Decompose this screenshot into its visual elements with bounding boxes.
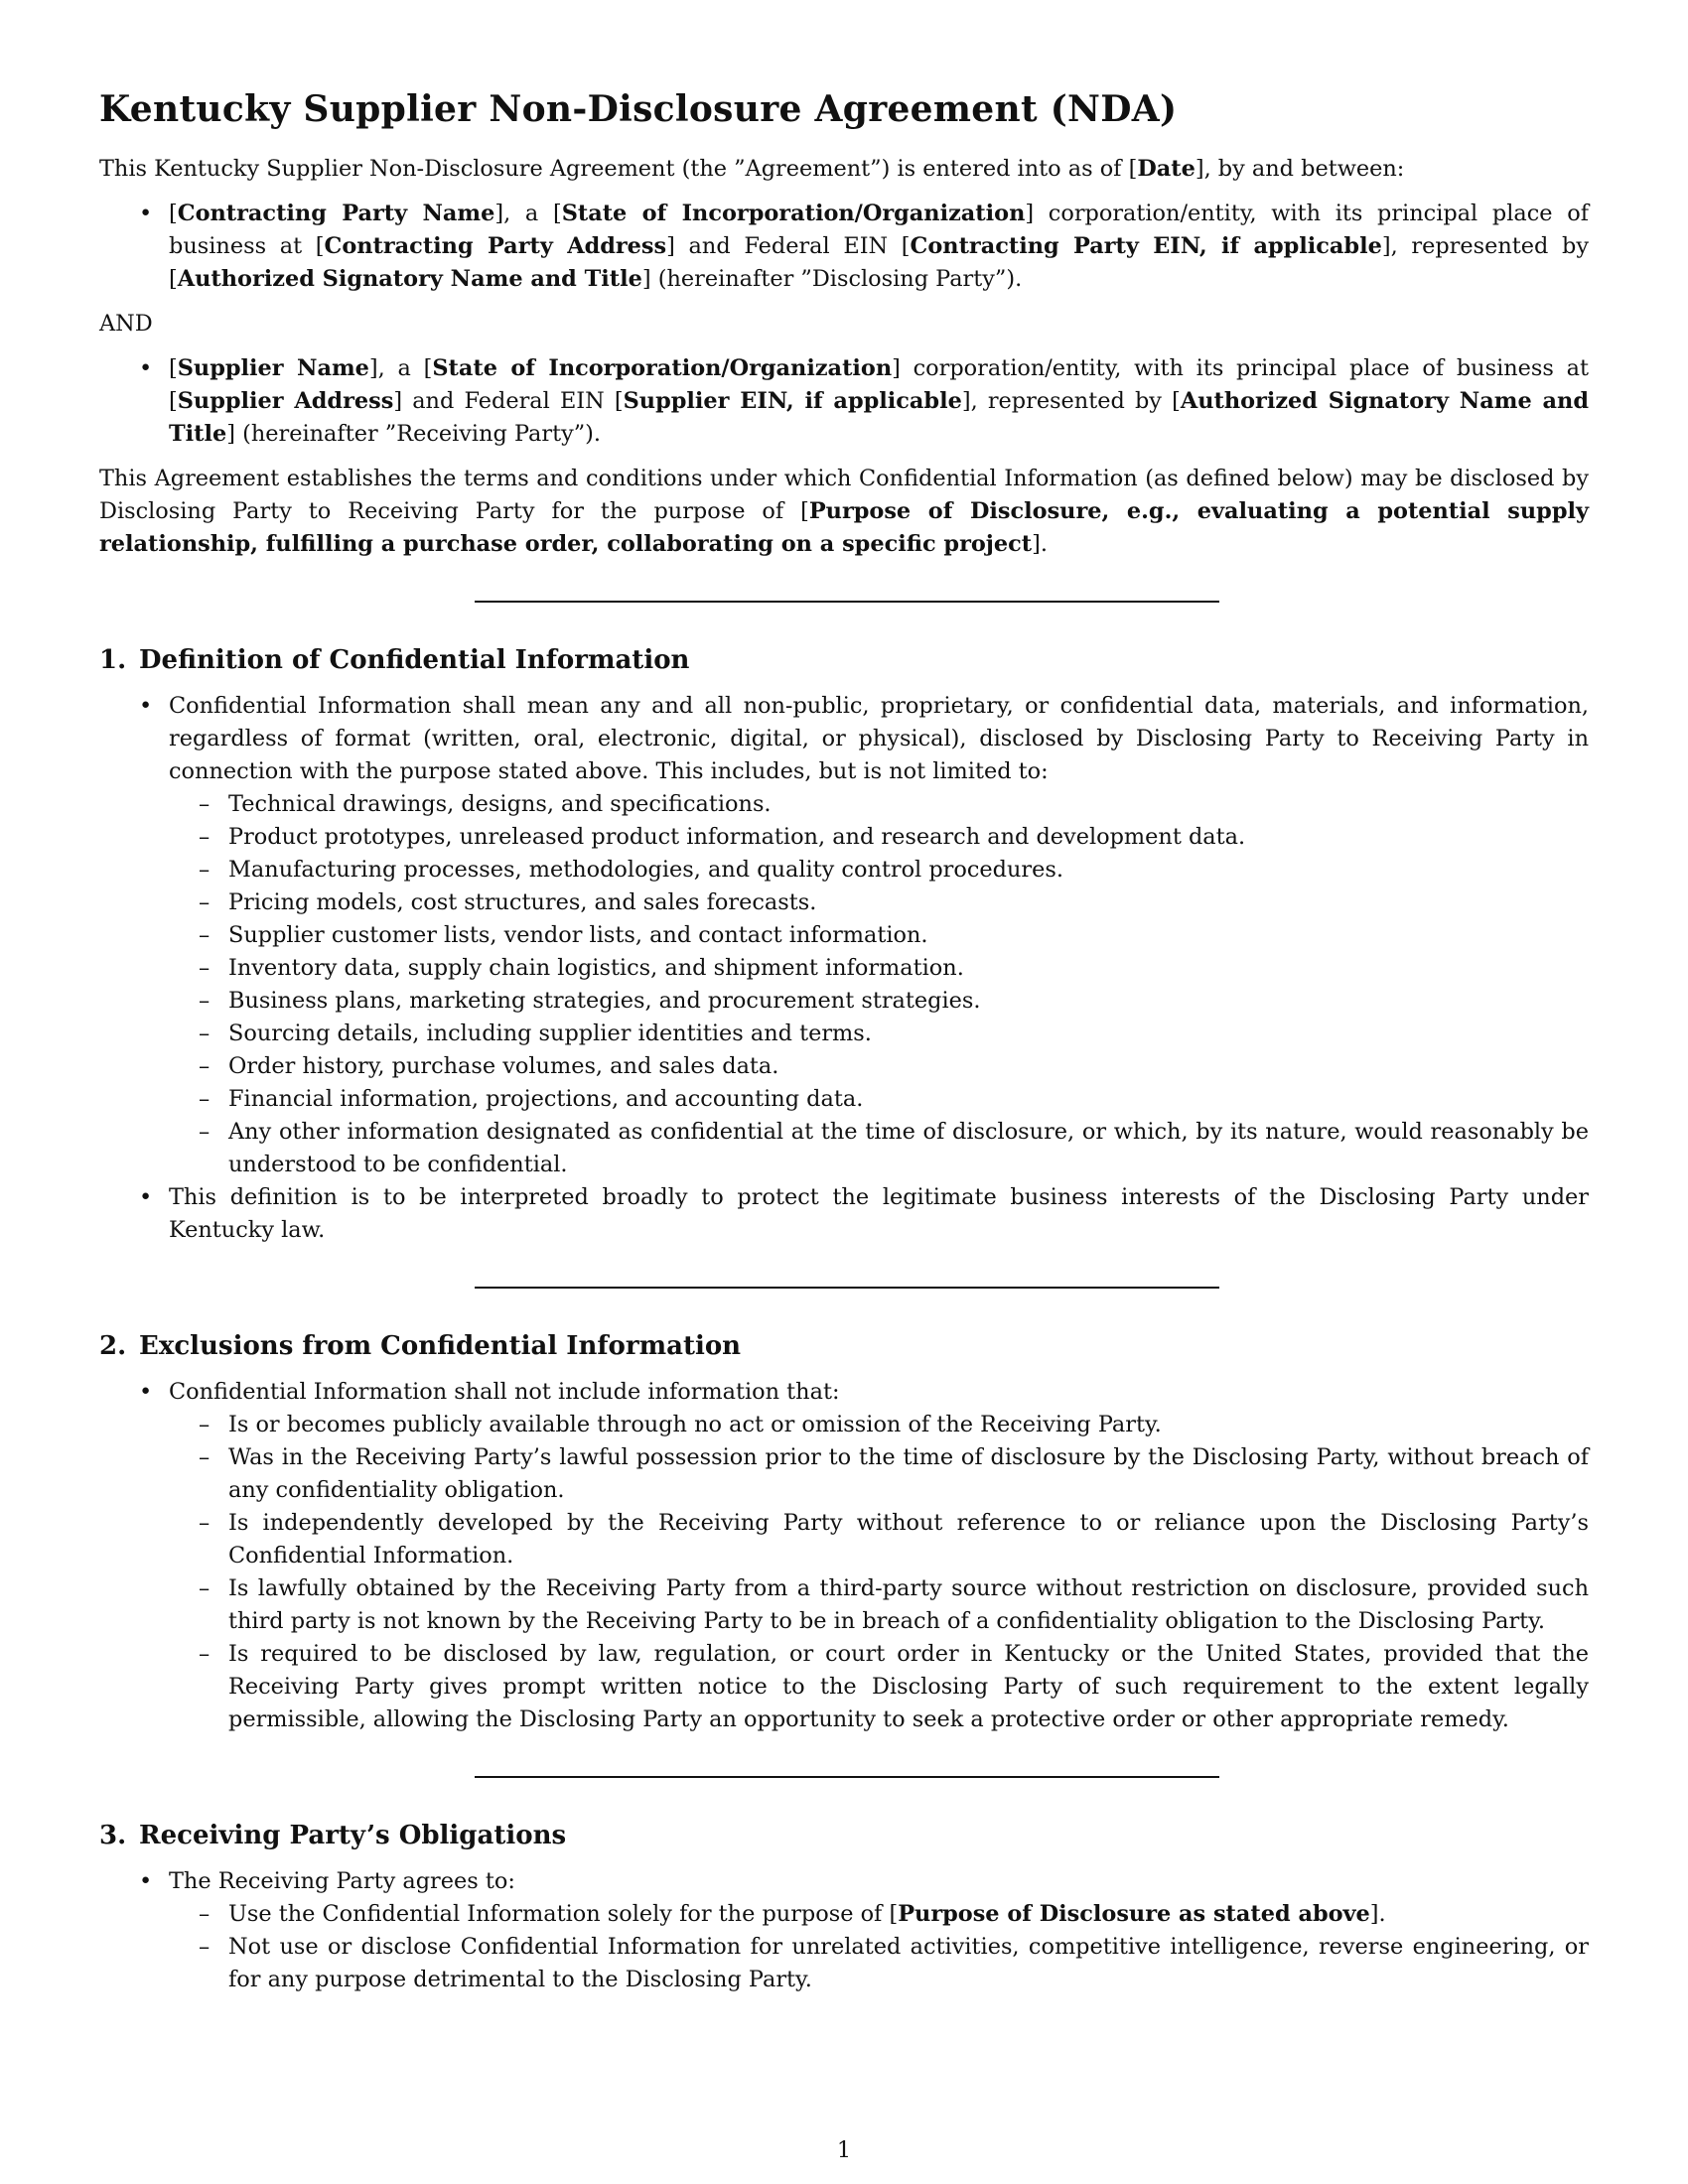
- list-item: – Is required to be disclosed by law, regulation, or court order in Kentucky or the United States, provided that the Receiving Party gives prompt written notice to the Disclosing Party of such requirement to the extent legally permissible, allowing the Disclosing Party an opportunity to seek a protective order or other appropriate remedy.: [228, 1638, 1589, 1736]
- purpose-placeholder: Purpose of Disclosure, e.g., evaluating a potential supply relationship, fulfilling a purchase order, collaborating on a specific project: [99, 498, 1589, 557]
- list-item: – Financial information, projections, and accounting data.: [228, 1083, 1589, 1116]
- section-1-list: [99, 690, 1589, 1247]
- list-item: – Sourcing details, including supplier identities and terms.: [228, 1018, 1589, 1050]
- party2-list: [99, 352, 1589, 451]
- list-item: – Is independently developed by the Receiving Party without reference to or reliance upon the Disclosing Party’s Confidential Information.: [228, 1507, 1589, 1572]
- document-title: Kentucky Supplier Non-Disclosure Agreement (NDA): [99, 88, 1178, 130]
- list-item: – Supplier customer lists, vendor lists, and contact information.: [228, 919, 1589, 952]
- list-item: – Order history, purchase volumes, and sales data.: [228, 1050, 1589, 1083]
- list-item: – Use the Confidential Information solely for the purpose of [Purpose of Disclosure as stated above].: [228, 1898, 1589, 1931]
- section-2-sublist: [169, 1409, 1589, 1736]
- list-item: – Was in the Receiving Party’s lawful possession prior to the time of disclosure by the Disclosing Party, without breach of any confidentiality obligation.: [228, 1441, 1589, 1507]
- party1-ein-placeholder: Contracting Party EIN, if applicable: [910, 233, 1382, 259]
- section-3-heading: 3. Receiving Party’s Obligations: [99, 1821, 567, 1850]
- section-divider: [475, 601, 1219, 603]
- list-item: • Confidential Information shall mean any and all non-public, proprietary, or confidential data, materials, and information, regardless of format (written, oral, electronic, digital, or physical), disclosed by Disclosing Party to Receiving Party in connection with the purpose stated above. This includes, but is not limited to: – Technical drawings, designs, and specifications. – Product prototypes, unreleased product information, and research and development data. – Manufacturing processes, methodologies, and quality control procedures. – Pricing models, cost structures, and sales forecasts. – Supplier customer lists, vendor lists, and contact information. – Inventory data, supply chain logistics, and shipment information. – Business plans, marketing strategies, and procurement strategies. – Sourcing details, including supplier identities and terms. – Order history, purchase volumes, and sales data. – Financial information, projections, and accounting data. – Any other information designated as confidential at the time of disclosure, or which, by its nature, would reasonably be understood to be confidential.: [169, 690, 1589, 1181]
- party1-signatory-placeholder: Authorized Signatory Name and Title: [177, 266, 642, 292]
- party1-list: [99, 198, 1589, 296]
- list-item: – Not use or disclose Confidential Information for unrelated activities, competitive intelligence, reverse engineering, or for any purpose detrimental to the Disclosing Party.: [228, 1931, 1589, 1996]
- date-placeholder: Date: [1137, 156, 1196, 182]
- purpose-paragraph: This Agreement establishes the terms and conditions under which Confidential Information (as defined below) may be disclosed by Disclosing Party to Receiving Party for the purpose of [Purpose of Disclosure, e.g., evaluating a potential supply relationship, fulfilling a purchase order, collaborating on a specific project].: [99, 466, 1589, 557]
- party2-item: • [Supplier Name], a [State of Incorporation/Organization] corporation/entity, with its principal place of business at [Supplier Address] and Federal EIN [Supplier EIN, if applicable], represented by [Authorized Signatory Name and Title] (hereinafter ”Receiving Party”).: [169, 352, 1589, 451]
- section-divider: [475, 1287, 1219, 1289]
- intro-text-tail: ], by and between:: [1195, 156, 1405, 182]
- party2-state-placeholder: State of Incorporation/Organization: [432, 355, 893, 381]
- and-label: AND: [99, 311, 153, 337]
- party1-address-placeholder: Contracting Party Address: [324, 233, 667, 259]
- list-item: – Manufacturing processes, methodologies, and quality control procedures.: [228, 854, 1589, 887]
- section-1-sublist: [169, 788, 1589, 1181]
- purpose-restated-placeholder: Purpose of Disclosure as stated above: [898, 1901, 1370, 1927]
- list-item: • The Receiving Party agrees to: – Use the Confidential Information solely for the purpose of [Purpose of Disclosure as stated above]. – Not use or disclose Confidential Information for unrelated activities, competitive intelligence, reverse engineering, or for any purpose detrimental to the Disclosing Party.: [169, 1865, 1589, 1996]
- party2-signatory-placeholder: Authorized Signatory Name and Title: [169, 388, 1589, 447]
- list-item: – Is lawfully obtained by the Receiving Party from a third-party source without restriction on disclosure, provided such third party is not known by the Receiving Party to be in breach of a confidentiality obligation to the Disclosing Party.: [228, 1572, 1589, 1638]
- party1-state-placeholder: State of Incorporation/Organization: [561, 201, 1026, 226]
- section-1-heading: 1. Definition of Confidential Information: [99, 645, 690, 675]
- section-3-sublist: [169, 1898, 1589, 1996]
- intro-paragraph: [99, 153, 1589, 186]
- list-item: – Business plans, marketing strategies, and procurement strategies.: [228, 985, 1589, 1018]
- list-item: • This definition is to be interpreted broadly to protect the legitimate business interests of the Disclosing Party under Kentucky law.: [169, 1181, 1589, 1247]
- list-item: – Any other information designated as confidential at the time of disclosure, or which, by its nature, would reasonably be understood to be confidential.: [228, 1116, 1589, 1181]
- party1-name-placeholder: Contracting Party Name: [177, 201, 495, 226]
- document-page: [99, 87, 1589, 2008]
- list-item: – Inventory data, supply chain logistics, and shipment information.: [228, 952, 1589, 985]
- party2-name-placeholder: Supplier Name: [177, 355, 369, 381]
- party2-ein-placeholder: Supplier EIN, if applicable: [623, 388, 962, 414]
- party1-item: • [Contracting Party Name], a [State of Incorporation/Organization] corporation/entity, with its principal place of business at [Contracting Party Address] and Federal EIN [Contracting Party EIN, if applicable], represented by [Authorized Signatory Name and Title] (hereinafter ”Disclosing Party”).: [169, 198, 1589, 296]
- section-2-heading: 2. Exclusions from Confidential Information: [99, 1331, 742, 1361]
- page-number: 1: [836, 2137, 852, 2163]
- party2-address-placeholder: Supplier Address: [177, 388, 394, 414]
- section-2-list: [99, 1376, 1589, 1736]
- list-item: – Product prototypes, unreleased product information, and research and development data.: [228, 821, 1589, 854]
- section-3-list: [99, 1865, 1589, 1996]
- list-item: • Confidential Information shall not include information that: – Is or becomes publicly available through no act or omission of the Receiving Party. – Was in the Receiving Party’s lawful possession prior to the time of disclosure by the Disclosing Party, without breach of any confidentiality obligation. – Is independently developed by the Receiving Party without reference to or reliance upon the Disclosing Party’s Confidential Information. – Is lawfully obtained by the Receiving Party from a third-party source without restriction on disclosure, provided such third party is not known by the Receiving Party to be in breach of a confidentiality obligation to the Disclosing Party. – Is required to be disclosed by law, regulation, or court order in Kentucky or the United States, provided that the Receiving Party gives prompt written notice to the Disclosing Party of such requirement to the extent legally permissible, allowing the Disclosing Party an opportunity to seek a protective order or other appropriate remedy.: [169, 1376, 1589, 1736]
- intro-text: This Kentucky Supplier Non-Disclosure Agreement (the ”Agreement”) is entered into as of [: [99, 156, 1138, 182]
- list-item: – Pricing models, cost structures, and sales forecasts.: [228, 887, 1589, 919]
- list-item: – Technical drawings, designs, and specifications.: [228, 788, 1589, 821]
- section-divider: [475, 1776, 1219, 1778]
- list-item: – Is or becomes publicly available through no act or omission of the Receiving Party.: [228, 1409, 1589, 1441]
